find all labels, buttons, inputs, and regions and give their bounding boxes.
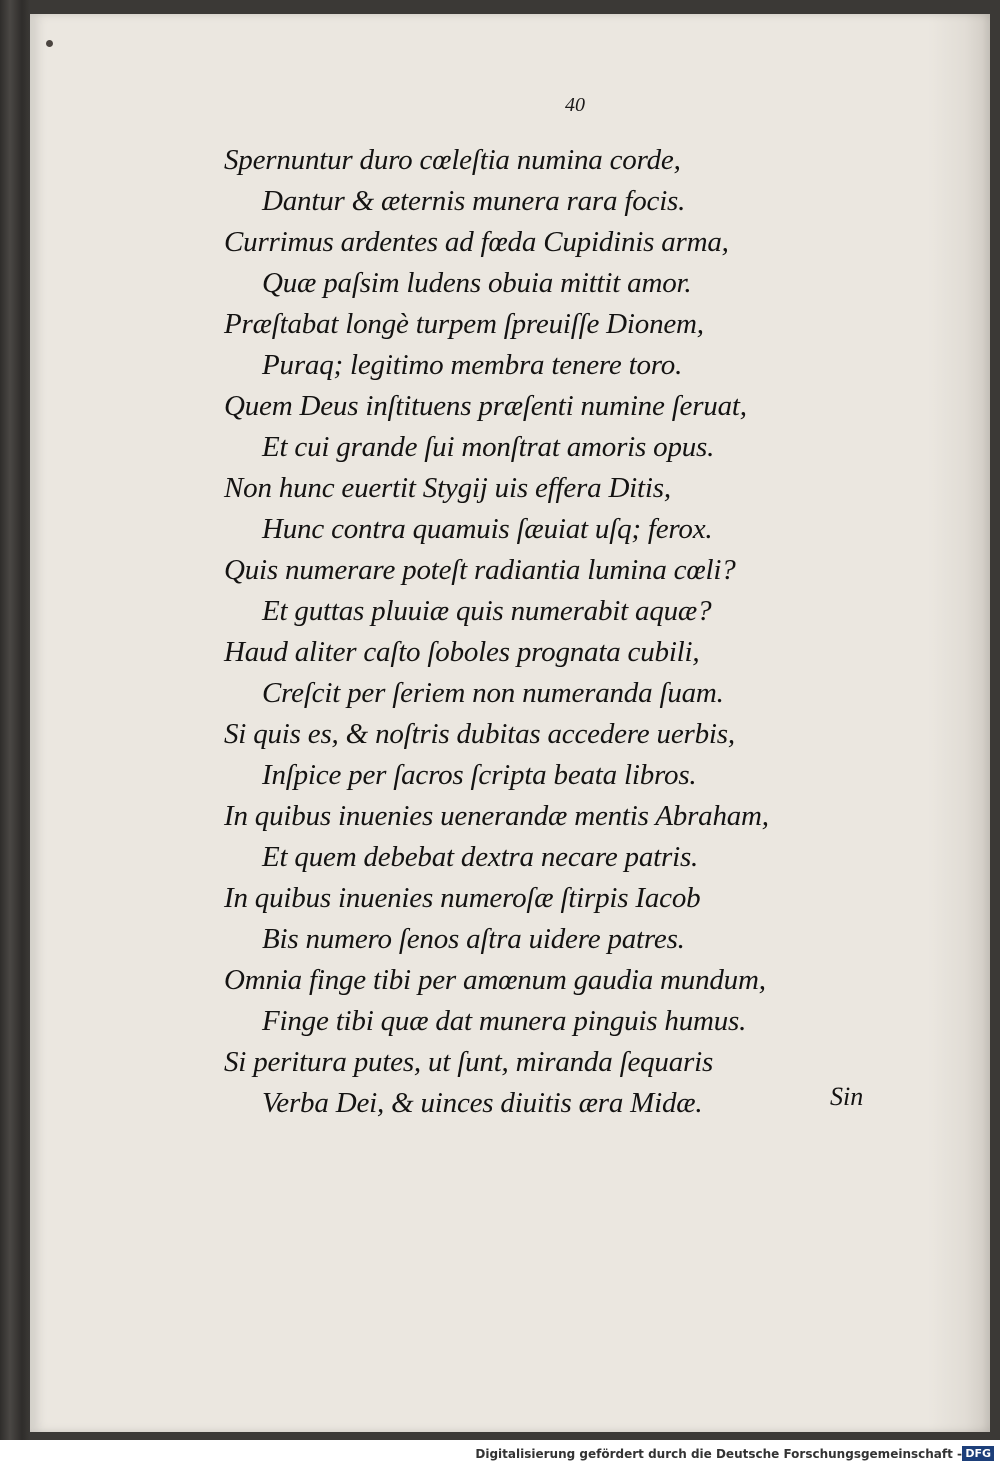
verse-line: Verba Dei, & uinces diuitis æra Midæ.	[262, 1087, 703, 1119]
ink-spot	[46, 40, 53, 47]
verse-line: In quibus inuenies numeroſæ ſtirpis Iacob	[224, 882, 701, 914]
page-number: 40	[565, 94, 585, 116]
verse-line: In quibus inuenies uenerandæ mentis Abraham,	[224, 800, 769, 832]
verse-line: Dantur & æternis munera rara focis.	[262, 185, 686, 217]
verse-line: Quis numerare poteſt radiantia lumina cœli?	[224, 554, 736, 586]
verse-line: Bis numero ſenos aſtra uidere patres.	[262, 923, 685, 955]
verse-line: Puraq; legitimo membra tenere toro.	[262, 349, 683, 381]
catchword: Sin	[830, 1082, 864, 1111]
verse-line: Præſtabat longè turpem ſpreuiſſe Dionem,	[224, 308, 704, 340]
verse-line: Finge tibi quæ dat munera pinguis humus.	[262, 1005, 747, 1037]
verse-line: Et guttas pluuiæ quis numerabit aquæ?	[262, 595, 712, 627]
verse-line: Quem Deus inſtituens præſenti numine ſeruat,	[224, 390, 747, 422]
verse-line: Quæ paſsim ludens obuia mittit amor.	[262, 267, 692, 299]
poem-text-block	[224, 140, 924, 1124]
dfg-logo: DFG	[962, 1446, 994, 1461]
verse-line: Si quis es, & noſtris dubitas accedere uerbis,	[224, 718, 735, 750]
verse-line: Currimus ardentes ad fœda Cupidinis arma,	[224, 226, 729, 258]
verse-line: Si peritura putes, ut ſunt, miranda ſequaris	[224, 1046, 714, 1078]
funding-credit: Digitalisierung gefördert durch die Deutsche Forschungsgemeinschaft -	[475, 1447, 962, 1461]
verse-line: Hunc contra quamuis ſæuiat uſq; ferox.	[262, 513, 713, 545]
page-edge-shadow	[928, 14, 990, 1432]
verse-line: Spernuntur duro cœleſtia numina corde,	[224, 144, 681, 176]
verse-line: Omnia finge tibi per amœnum gaudia mundum,	[224, 964, 766, 996]
verse-line: Creſcit per ſeriem non numeranda ſuam.	[262, 677, 724, 709]
verse-line: Et quem debebat dextra necare patris.	[262, 841, 699, 873]
verse-line: Haud aliter caſto ſoboles prognata cubili,	[224, 636, 700, 668]
verse-line: Et cui grande ſui monſtrat amoris opus.	[262, 431, 715, 463]
verse-line: Inſpice per ſacros ſcripta beata libros.	[262, 759, 697, 791]
digitization-footer	[0, 1440, 1000, 1470]
verse-line: Non hunc euertit Stygij uis effera Ditis,	[224, 472, 671, 504]
